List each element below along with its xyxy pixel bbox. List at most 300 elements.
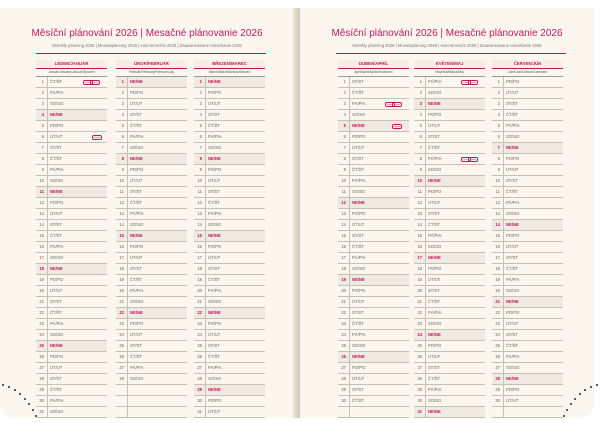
- note-area[interactable]: [160, 121, 187, 131]
- note-area[interactable]: [238, 242, 265, 252]
- note-area[interactable]: [382, 198, 409, 208]
- note-area[interactable]: [458, 330, 485, 340]
- day-row[interactable]: [414, 341, 485, 352]
- note-area[interactable]: [536, 88, 563, 98]
- note-area[interactable]: [458, 374, 485, 384]
- note-area[interactable]: [536, 297, 563, 307]
- day-row[interactable]: [414, 319, 485, 330]
- day-row[interactable]: [492, 253, 563, 264]
- day-row[interactable]: [414, 77, 485, 88]
- day-row[interactable]: [492, 319, 563, 330]
- day-row[interactable]: [492, 396, 563, 407]
- day-row[interactable]: [492, 198, 563, 209]
- note-area[interactable]: [80, 253, 107, 263]
- note-area[interactable]: [536, 253, 563, 263]
- day-row[interactable]: [414, 242, 485, 253]
- note-area[interactable]: [458, 253, 485, 263]
- note-area[interactable]: [536, 308, 563, 318]
- note-area[interactable]: [536, 187, 563, 197]
- day-row[interactable]: [194, 209, 265, 220]
- note-area[interactable]: [238, 187, 265, 197]
- day-row[interactable]: [194, 198, 265, 209]
- note-area[interactable]: [536, 77, 563, 87]
- day-row[interactable]: [414, 407, 485, 418]
- day-row[interactable]: [338, 154, 409, 165]
- day-row[interactable]: [116, 275, 187, 286]
- day-row[interactable]: [194, 308, 265, 319]
- day-row[interactable]: [36, 154, 107, 165]
- note-area[interactable]: [536, 121, 563, 131]
- day-row[interactable]: [492, 231, 563, 242]
- day-row[interactable]: [194, 187, 265, 198]
- day-row[interactable]: [492, 407, 563, 418]
- day-row[interactable]: [338, 286, 409, 297]
- day-row[interactable]: [116, 77, 187, 88]
- day-row[interactable]: [492, 99, 563, 110]
- day-row[interactable]: [194, 374, 265, 385]
- note-area[interactable]: [382, 407, 409, 417]
- note-area[interactable]: [536, 264, 563, 274]
- day-row[interactable]: [116, 396, 187, 407]
- note-area[interactable]: [160, 407, 187, 417]
- day-row[interactable]: [338, 407, 409, 418]
- day-row[interactable]: [36, 396, 107, 407]
- note-area[interactable]: [382, 341, 409, 351]
- day-row[interactable]: [116, 231, 187, 242]
- note-area[interactable]: [458, 363, 485, 373]
- note-area[interactable]: [238, 407, 265, 417]
- day-row[interactable]: [36, 231, 107, 242]
- note-area[interactable]: [80, 143, 107, 153]
- day-row[interactable]: [492, 385, 563, 396]
- note-area[interactable]: [238, 231, 265, 241]
- note-area[interactable]: [80, 363, 107, 373]
- note-area[interactable]: [160, 231, 187, 241]
- note-area[interactable]: [382, 242, 409, 252]
- day-row[interactable]: [414, 385, 485, 396]
- note-area[interactable]: [80, 220, 107, 230]
- day-row[interactable]: [194, 297, 265, 308]
- day-row[interactable]: [36, 352, 107, 363]
- note-area[interactable]: [238, 275, 265, 285]
- note-area[interactable]: [382, 88, 409, 98]
- note-area[interactable]: [160, 143, 187, 153]
- note-area[interactable]: [160, 209, 187, 219]
- day-row[interactable]: [36, 286, 107, 297]
- note-area[interactable]: [536, 275, 563, 285]
- note-area[interactable]: [382, 374, 409, 384]
- day-row[interactable]: [414, 363, 485, 374]
- day-row[interactable]: [338, 165, 409, 176]
- note-area[interactable]: [160, 385, 187, 395]
- day-row[interactable]: [338, 99, 409, 110]
- note-area[interactable]: [80, 308, 107, 318]
- note-area[interactable]: [382, 308, 409, 318]
- note-area[interactable]: [382, 396, 409, 406]
- note-area[interactable]: [238, 99, 265, 109]
- note-area[interactable]: [160, 77, 187, 87]
- note-area[interactable]: [536, 242, 563, 252]
- day-row[interactable]: [194, 176, 265, 187]
- day-row[interactable]: [116, 99, 187, 110]
- note-area[interactable]: [238, 319, 265, 329]
- day-row[interactable]: [194, 132, 265, 143]
- note-area[interactable]: [80, 407, 107, 417]
- day-row[interactable]: [116, 198, 187, 209]
- day-row[interactable]: [36, 253, 107, 264]
- day-row[interactable]: [116, 363, 187, 374]
- note-area[interactable]: [536, 220, 563, 230]
- note-area[interactable]: [536, 198, 563, 208]
- day-row[interactable]: [338, 231, 409, 242]
- note-area[interactable]: [536, 319, 563, 329]
- note-area[interactable]: [160, 154, 187, 164]
- day-row[interactable]: [492, 176, 563, 187]
- day-row[interactable]: [36, 187, 107, 198]
- day-row[interactable]: [492, 297, 563, 308]
- note-area[interactable]: [80, 187, 107, 197]
- note-area[interactable]: [80, 341, 107, 351]
- note-area[interactable]: [382, 143, 409, 153]
- day-row[interactable]: [194, 396, 265, 407]
- day-row[interactable]: [414, 352, 485, 363]
- note-area[interactable]: [160, 396, 187, 406]
- day-row[interactable]: [36, 385, 107, 396]
- day-row[interactable]: [116, 286, 187, 297]
- day-row[interactable]: [194, 330, 265, 341]
- day-row[interactable]: [194, 286, 265, 297]
- day-row[interactable]: [492, 132, 563, 143]
- note-area[interactable]: [160, 330, 187, 340]
- note-area[interactable]: [458, 352, 485, 362]
- day-row[interactable]: [36, 363, 107, 374]
- day-row[interactable]: [338, 143, 409, 154]
- note-area[interactable]: [238, 341, 265, 351]
- day-row[interactable]: [116, 143, 187, 154]
- day-row[interactable]: [36, 407, 107, 418]
- day-row[interactable]: [36, 330, 107, 341]
- day-row[interactable]: [492, 110, 563, 121]
- note-area[interactable]: [382, 132, 409, 142]
- day-row[interactable]: [492, 308, 563, 319]
- day-row[interactable]: [414, 198, 485, 209]
- note-area[interactable]: [458, 88, 485, 98]
- note-area[interactable]: [382, 110, 409, 120]
- note-area[interactable]: [458, 341, 485, 351]
- day-row[interactable]: [414, 308, 485, 319]
- note-area[interactable]: [382, 363, 409, 373]
- note-area[interactable]: [238, 121, 265, 131]
- note-area[interactable]: [238, 198, 265, 208]
- day-row[interactable]: [338, 187, 409, 198]
- day-row[interactable]: [36, 242, 107, 253]
- day-row[interactable]: [194, 385, 265, 396]
- note-area[interactable]: [458, 176, 485, 186]
- day-row[interactable]: [414, 187, 485, 198]
- day-row[interactable]: [194, 143, 265, 154]
- note-area[interactable]: [238, 385, 265, 395]
- note-area[interactable]: [536, 143, 563, 153]
- day-row[interactable]: [338, 242, 409, 253]
- day-row[interactable]: [36, 143, 107, 154]
- day-row[interactable]: [414, 396, 485, 407]
- day-row[interactable]: [194, 165, 265, 176]
- day-row[interactable]: [36, 220, 107, 231]
- note-area[interactable]: [80, 275, 107, 285]
- day-row[interactable]: [36, 341, 107, 352]
- day-row[interactable]: [492, 352, 563, 363]
- day-row[interactable]: [116, 385, 187, 396]
- day-row[interactable]: [194, 352, 265, 363]
- note-area[interactable]: [238, 209, 265, 219]
- note-area[interactable]: [382, 165, 409, 175]
- note-area[interactable]: [458, 143, 485, 153]
- note-area[interactable]: [458, 396, 485, 406]
- day-row[interactable]: [116, 264, 187, 275]
- note-area[interactable]: [80, 319, 107, 329]
- note-area[interactable]: [382, 385, 409, 395]
- day-row[interactable]: [194, 88, 265, 99]
- day-row[interactable]: [338, 330, 409, 341]
- day-row[interactable]: [194, 110, 265, 121]
- day-row[interactable]: [116, 154, 187, 165]
- day-row[interactable]: [338, 374, 409, 385]
- note-area[interactable]: [238, 330, 265, 340]
- note-area[interactable]: [238, 220, 265, 230]
- day-row[interactable]: [414, 132, 485, 143]
- day-row[interactable]: [414, 121, 485, 132]
- day-row[interactable]: [36, 209, 107, 220]
- day-row[interactable]: [116, 407, 187, 418]
- day-row[interactable]: [36, 198, 107, 209]
- note-area[interactable]: [382, 330, 409, 340]
- day-row[interactable]: [492, 275, 563, 286]
- note-area[interactable]: [238, 154, 265, 164]
- note-area[interactable]: [238, 363, 265, 373]
- day-row[interactable]: [116, 110, 187, 121]
- day-row[interactable]: [492, 341, 563, 352]
- note-area[interactable]: [160, 363, 187, 373]
- day-row[interactable]: [116, 176, 187, 187]
- day-row[interactable]: [338, 110, 409, 121]
- day-row[interactable]: [492, 154, 563, 165]
- day-row[interactable]: [492, 286, 563, 297]
- note-area[interactable]: [238, 308, 265, 318]
- note-area[interactable]: [536, 99, 563, 109]
- day-row[interactable]: [116, 341, 187, 352]
- note-area[interactable]: [80, 154, 107, 164]
- note-area[interactable]: [458, 385, 485, 395]
- day-row[interactable]: [414, 176, 485, 187]
- day-row[interactable]: [36, 121, 107, 132]
- day-row[interactable]: [414, 154, 485, 165]
- day-row[interactable]: [338, 341, 409, 352]
- note-area[interactable]: [80, 165, 107, 175]
- day-row[interactable]: [194, 99, 265, 110]
- day-row[interactable]: [116, 165, 187, 176]
- day-row[interactable]: [414, 275, 485, 286]
- day-row[interactable]: [36, 319, 107, 330]
- note-area[interactable]: [238, 297, 265, 307]
- note-area[interactable]: [536, 330, 563, 340]
- note-area[interactable]: [536, 286, 563, 296]
- day-row[interactable]: [194, 319, 265, 330]
- note-area[interactable]: [458, 99, 485, 109]
- note-area[interactable]: [80, 198, 107, 208]
- note-area[interactable]: [458, 132, 485, 142]
- note-area[interactable]: [160, 374, 187, 384]
- note-area[interactable]: [458, 242, 485, 252]
- note-area[interactable]: [536, 231, 563, 241]
- day-row[interactable]: [116, 374, 187, 385]
- note-area[interactable]: [536, 385, 563, 395]
- day-row[interactable]: [194, 154, 265, 165]
- note-area[interactable]: [80, 121, 107, 131]
- day-row[interactable]: [194, 242, 265, 253]
- day-row[interactable]: [414, 374, 485, 385]
- note-area[interactable]: [80, 385, 107, 395]
- note-area[interactable]: [238, 264, 265, 274]
- note-area[interactable]: [80, 396, 107, 406]
- day-row[interactable]: [194, 253, 265, 264]
- note-area[interactable]: [160, 187, 187, 197]
- day-row[interactable]: [116, 209, 187, 220]
- note-area[interactable]: [160, 341, 187, 351]
- day-row[interactable]: [492, 220, 563, 231]
- note-area[interactable]: [80, 286, 107, 296]
- note-area[interactable]: [238, 374, 265, 384]
- note-area[interactable]: [382, 231, 409, 241]
- note-area[interactable]: [238, 77, 265, 87]
- day-row[interactable]: [492, 143, 563, 154]
- note-area[interactable]: [536, 209, 563, 219]
- note-area[interactable]: [382, 319, 409, 329]
- note-area[interactable]: [80, 297, 107, 307]
- note-area[interactable]: [458, 187, 485, 197]
- note-area[interactable]: [80, 110, 107, 120]
- note-area[interactable]: [382, 253, 409, 263]
- note-area[interactable]: [160, 198, 187, 208]
- day-row[interactable]: [194, 363, 265, 374]
- day-row[interactable]: [414, 88, 485, 99]
- day-row[interactable]: [492, 77, 563, 88]
- note-area[interactable]: [160, 275, 187, 285]
- day-row[interactable]: [338, 385, 409, 396]
- note-area[interactable]: [80, 352, 107, 362]
- day-row[interactable]: [338, 198, 409, 209]
- day-row[interactable]: [194, 264, 265, 275]
- note-area[interactable]: [160, 264, 187, 274]
- day-row[interactable]: [36, 374, 107, 385]
- day-row[interactable]: [414, 110, 485, 121]
- day-row[interactable]: [338, 275, 409, 286]
- note-area[interactable]: [238, 132, 265, 142]
- note-area[interactable]: [160, 297, 187, 307]
- note-area[interactable]: [382, 187, 409, 197]
- note-area[interactable]: [458, 121, 485, 131]
- day-row[interactable]: [194, 220, 265, 231]
- day-row[interactable]: [116, 132, 187, 143]
- note-area[interactable]: [160, 99, 187, 109]
- day-row[interactable]: [116, 253, 187, 264]
- note-area[interactable]: [536, 110, 563, 120]
- note-area[interactable]: [382, 275, 409, 285]
- day-row[interactable]: [414, 209, 485, 220]
- day-row[interactable]: [338, 363, 409, 374]
- day-row[interactable]: [116, 330, 187, 341]
- note-area[interactable]: [160, 110, 187, 120]
- day-row[interactable]: [36, 165, 107, 176]
- note-area[interactable]: [238, 176, 265, 186]
- day-row[interactable]: [194, 121, 265, 132]
- day-row[interactable]: [414, 330, 485, 341]
- day-row[interactable]: [116, 121, 187, 132]
- note-area[interactable]: [238, 165, 265, 175]
- note-area[interactable]: [536, 176, 563, 186]
- note-area[interactable]: [80, 374, 107, 384]
- note-area[interactable]: [536, 407, 563, 417]
- day-row[interactable]: [414, 231, 485, 242]
- day-row[interactable]: [492, 187, 563, 198]
- note-area[interactable]: [382, 154, 409, 164]
- note-area[interactable]: [458, 264, 485, 274]
- note-area[interactable]: [238, 110, 265, 120]
- day-row[interactable]: [492, 121, 563, 132]
- note-area[interactable]: [80, 99, 107, 109]
- day-row[interactable]: [194, 275, 265, 286]
- day-row[interactable]: [194, 341, 265, 352]
- day-row[interactable]: [338, 308, 409, 319]
- day-row[interactable]: [338, 176, 409, 187]
- note-area[interactable]: [458, 319, 485, 329]
- day-row[interactable]: [414, 99, 485, 110]
- day-row[interactable]: [492, 165, 563, 176]
- note-area[interactable]: [160, 132, 187, 142]
- note-area[interactable]: [382, 352, 409, 362]
- day-row[interactable]: [338, 88, 409, 99]
- note-area[interactable]: [80, 242, 107, 252]
- note-area[interactable]: [536, 374, 563, 384]
- day-row[interactable]: [338, 352, 409, 363]
- day-row[interactable]: [116, 308, 187, 319]
- note-area[interactable]: [160, 165, 187, 175]
- note-area[interactable]: [458, 308, 485, 318]
- note-area[interactable]: [382, 264, 409, 274]
- note-area[interactable]: [458, 297, 485, 307]
- note-area[interactable]: [382, 220, 409, 230]
- day-row[interactable]: [36, 297, 107, 308]
- day-row[interactable]: [116, 352, 187, 363]
- note-area[interactable]: [160, 319, 187, 329]
- day-row[interactable]: [338, 209, 409, 220]
- note-area[interactable]: [160, 88, 187, 98]
- day-row[interactable]: [36, 110, 107, 121]
- day-row[interactable]: [36, 132, 107, 143]
- note-area[interactable]: [160, 352, 187, 362]
- day-row[interactable]: [116, 297, 187, 308]
- day-row[interactable]: [194, 231, 265, 242]
- day-row[interactable]: [194, 407, 265, 418]
- day-row[interactable]: [338, 220, 409, 231]
- note-area[interactable]: [238, 352, 265, 362]
- day-row[interactable]: [36, 275, 107, 286]
- note-area[interactable]: [238, 253, 265, 263]
- note-area[interactable]: [80, 264, 107, 274]
- day-row[interactable]: [36, 176, 107, 187]
- note-area[interactable]: [160, 220, 187, 230]
- note-area[interactable]: [80, 209, 107, 219]
- note-area[interactable]: [536, 341, 563, 351]
